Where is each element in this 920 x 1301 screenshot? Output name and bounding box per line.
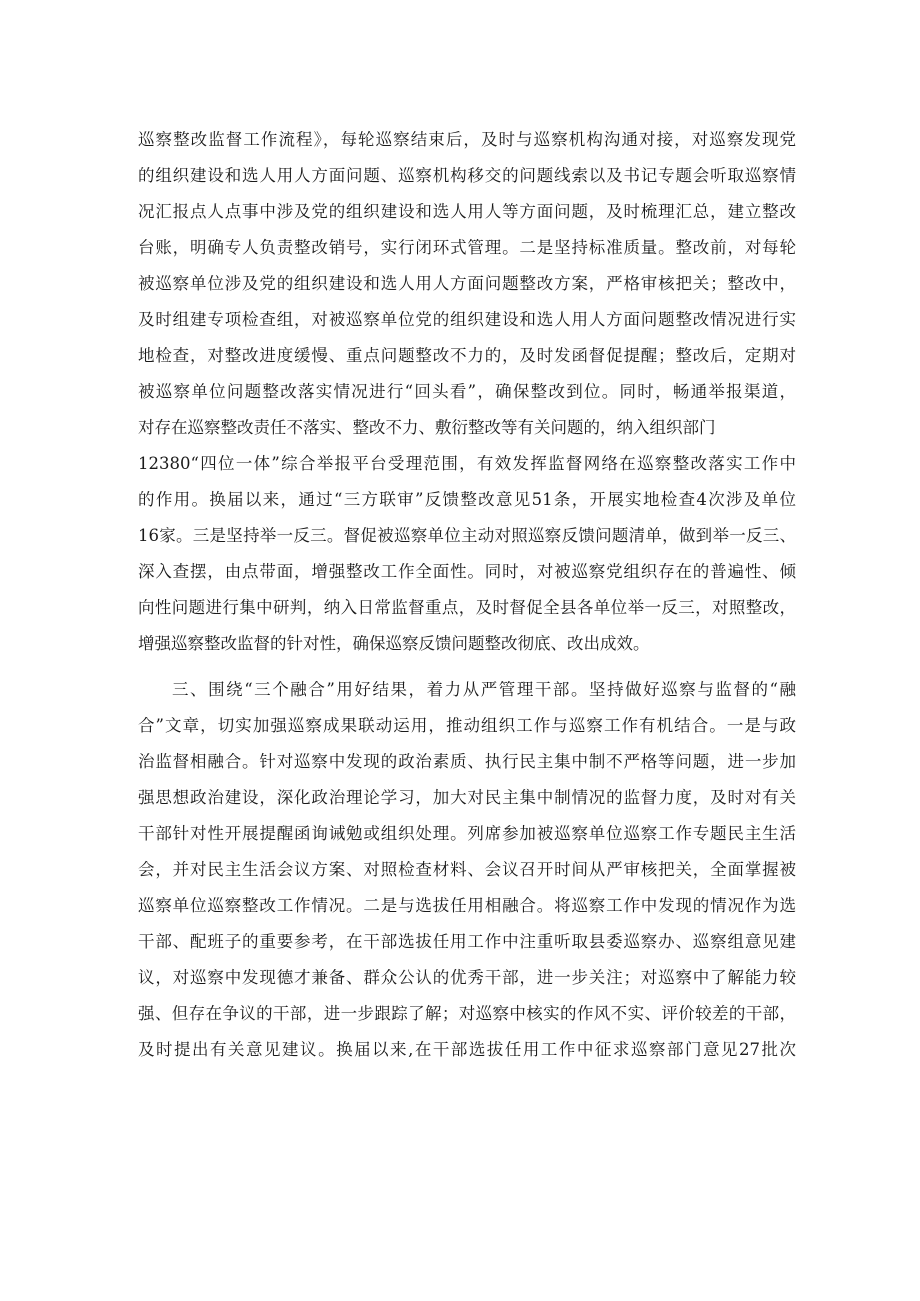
paragraph-2-line: 合”文章，切实加强巡察成果联动运用，推动组织工作与巡察工作有机结合。一是与政 bbox=[138, 716, 796, 735]
paragraph-1-line: 巡察整改监督工作流程》，每轮巡察结束后，及时与巡察机构沟通对接，对巡察发现党 bbox=[138, 130, 796, 149]
paragraph-2-line: 强、但存在争议的干部，进一步跟踪了解；对巡察中核实的作风不实、评价较差的干部， bbox=[138, 1004, 796, 1023]
paragraph-1-line: 16家。三是坚持举一反三。督促被巡察单位主动对照巡察反馈问题清单，做到举一反三、 bbox=[138, 526, 796, 545]
paragraph-2-line: 议，对巡察中发现德才兼备、群众公认的优秀干部，进一步关注；对巡察中了解能力较 bbox=[138, 968, 796, 987]
paragraph-1-line: 向性问题进行集中研判，纳入日常监督重点，及时督促全县各单位举一反三，对照整改， bbox=[138, 598, 796, 617]
paragraph-2-line: 巡察单位巡察整改工作情况。二是与选拔任用相融合。将巡察工作中发现的情况作为选 bbox=[138, 896, 796, 915]
paragraph-1-line: 及时组建专项检查组，对被巡察单位党的组织建设和选人用人方面问题整改情况进行实 bbox=[138, 310, 796, 329]
paragraph-2-line: 治监督相融合。针对巡察中发现的政治素质、执行民主集中制不严格等问题，进一步加 bbox=[138, 752, 796, 771]
paragraph-1-line: 的作用。换届以来，通过“三方联审”反馈整改意见51条，开展实地检查4次涉及单位 bbox=[138, 490, 796, 509]
paragraph-1-line: 增强巡察整改监督的针对性，确保巡察反馈问题整改彻底、改出成效。 bbox=[138, 634, 650, 653]
paragraph-1-line: 深入查摆，由点带面，增强整改工作全面性。同时，对被巡察党组织存在的普遍性、倾 bbox=[138, 562, 796, 581]
paragraph-1-line: 的组织建设和选人用人方面问题、巡察机构移交的问题线索以及书记专题会听取巡察情 bbox=[138, 166, 796, 185]
paragraph-2-line: 及时提出有关意见建议。换届以来,在干部选拔任用工作中征求巡察部门意见27批次 bbox=[138, 1040, 796, 1059]
paragraph-1-line: 12380“四位一体”综合举报平台受理范围，有效发挥监督网络在巡察整改落实工作中 bbox=[138, 454, 796, 473]
paragraph-2-line: 三、围绕“三个融合”用好结果，着力从严管理干部。坚持做好巡察与监督的“融 bbox=[172, 680, 796, 699]
paragraph-2-line: 干部、配班子的重要参考，在干部选拔任用工作中注重听取县委巡察办、巡察组意见建 bbox=[138, 932, 796, 951]
paragraph-2-line: 强思想政治建设，深化政治理论学习，加大对民主集中制情况的监督力度，及时对有关 bbox=[138, 788, 796, 807]
paragraph-1-line: 况汇报点人点事中涉及党的组织建设和选人用人等方面问题，及时梳理汇总，建立整改 bbox=[138, 202, 796, 221]
paragraph-2-line: 会，并对民主生活会议方案、对照检查材料、会议召开时间从严审核把关，全面掌握被 bbox=[138, 860, 796, 879]
paragraph-1-line: 被巡察单位涉及党的组织建设和选人用人方面问题整改方案，严格审核把关；整改中， bbox=[138, 274, 796, 293]
paragraph-1-line: 地检查，对整改进度缓慢、重点问题整改不力的，及时发函督促提醒；整改后，定期对 bbox=[138, 346, 796, 365]
paragraph-2-line: 干部针对性开展提醒函询诫勉或组织处理。列席参加被巡察单位巡察工作专题民主生活 bbox=[138, 824, 796, 843]
paragraph-1-line: 对存在巡察整改责任不落实、整改不力、敷衍整改等有关问题的，纳入组织部门 bbox=[138, 418, 716, 437]
paragraph-1-line: 被巡察单位问题整改落实情况进行“回头看”，确保整改到位。同时，畅通举报渠道， bbox=[138, 382, 796, 401]
paragraph-1-line: 台账，明确专人负责整改销号，实行闭环式管理。二是坚持标准质量。整改前，对每轮 bbox=[138, 238, 796, 257]
